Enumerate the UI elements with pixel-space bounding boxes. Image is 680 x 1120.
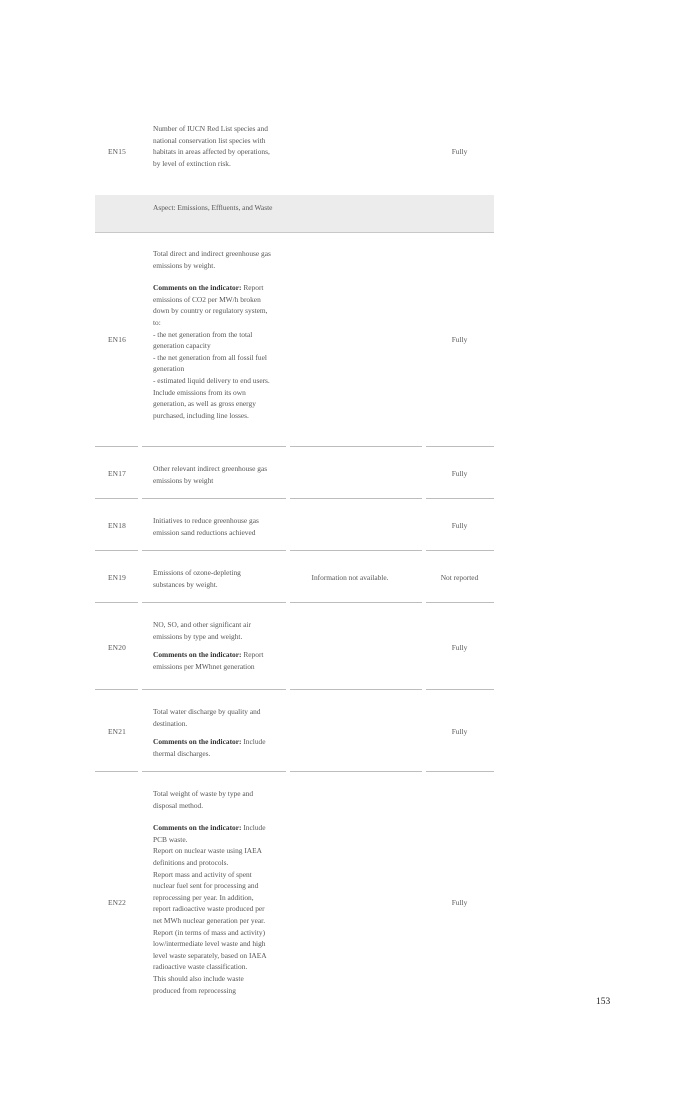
table-row-en15 <box>95 120 494 190</box>
row-description: Other relevant indirect greenhouse gas emissions by weight <box>153 464 268 485</box>
divider <box>426 550 494 551</box>
row-description: Total weight of waste by type and disposal method. Comments on the indicator: Include PCB waste. Report on nuclear waste using IAEA definitions and protocols. Report mass and activity of spent nuclear fuel sent for processing and reprocessing per year. In addition, report radioactive waste produced per net MWh nuclear generation per year. Report (in terms of mass and activity) low/intermediate level waste and high level waste separately, based on IAEA radioactive waste classification. This should also include waste produced from reprocessing <box>153 788 273 996</box>
row-comment: Comments on the indicator: Include PCB waste. Report on nuclear waste using IAEA definitions and protocols. Report mass and activity of spent nuclear fuel sent for processing and reprocessing per year. In addition, report radioactive waste produced per net MWh nuclear generation per year. Report (in terms of mass and activity) low/intermediate level waste and high level waste separately, based on IAEA radioactive waste classification. This should also include waste produced from reprocessing <box>153 823 267 995</box>
row-description: NO, SO, and other significant air emissions by type and weight. Comments on the indicator: Report emissions per MWhnet generation <box>153 619 273 672</box>
divider <box>142 689 286 690</box>
row-code: EN20 <box>107 643 127 652</box>
row-code: EN18 <box>107 521 127 530</box>
row-description: Emissions of ozone-depleting substances by weight. <box>153 568 241 589</box>
row-code: EN16 <box>107 335 127 344</box>
row-status: Fully <box>451 521 468 530</box>
row-status: Fully <box>451 147 468 156</box>
divider <box>290 602 422 603</box>
row-comment: Comments on the indicator: Report emissions per MWhnet generation <box>153 650 264 671</box>
divider <box>426 446 494 447</box>
divider <box>142 498 286 499</box>
row-status: Fully <box>451 643 468 652</box>
row-description: Total water discharge by quality and destination. Comments on the indicator: Include thermal discharges. <box>153 706 273 759</box>
divider <box>426 689 494 690</box>
row-code: EN21 <box>107 727 127 736</box>
row-description: Initiatives to reduce greenhouse gas emission sand reductions achieved <box>153 516 259 537</box>
divider <box>290 550 422 551</box>
row-description: Total direct and indirect greenhouse gas emissions by weight. Comments on the indicator: Report emissions of CO2 per MW/h broken down by country or regulatory system, to: - the net generation from the total generation capacity - the net generation from all fossil fuel generation - estimated liquid delivery to end users. Include emissions from its own generation, as well as gross energy purchased, including line losses. <box>153 248 273 421</box>
row-status: Fully <box>451 898 468 907</box>
divider <box>142 602 286 603</box>
table-row-en22 <box>95 785 494 1010</box>
table-row-en20 <box>95 616 494 680</box>
row-code: EN22 <box>107 898 127 907</box>
row-info: Information not available. <box>311 573 389 582</box>
divider <box>95 602 138 603</box>
divider <box>95 689 138 690</box>
table-row-en17 <box>95 460 494 492</box>
divider <box>95 446 138 447</box>
divider <box>95 498 138 499</box>
row-status: Fully <box>451 727 468 736</box>
table-row-en21 <box>95 703 494 765</box>
divider <box>290 498 422 499</box>
table-row-en19 <box>95 564 494 596</box>
row-status: Fully <box>451 469 468 478</box>
divider <box>142 771 286 772</box>
divider <box>142 446 286 447</box>
divider <box>142 550 286 551</box>
row-comment: Comments on the indicator: Include thermal discharges. <box>153 737 266 758</box>
row-code: EN17 <box>107 469 127 478</box>
row-code: EN15 <box>107 147 127 156</box>
divider <box>426 498 494 499</box>
row-status: Fully <box>451 335 468 344</box>
page-number: 153 <box>596 997 611 1007</box>
row-status: Not reported <box>440 573 479 582</box>
row-description: Number of IUCN Red List species and national conservation list species with habitats in areas affected by operations, by level of extinction risk. <box>153 124 270 168</box>
aspect-label: Aspect: Emissions, Effluents, and Waste <box>153 203 273 212</box>
divider <box>290 771 422 772</box>
divider <box>95 771 138 772</box>
divider <box>426 602 494 603</box>
aspect-band <box>95 195 494 233</box>
divider <box>290 446 422 447</box>
divider <box>426 771 494 772</box>
row-comment: Comments on the indicator: Report emissions of CO2 per MW/h broken down by country or regulatory system, to: - the net generation from the total generation capacity - the net generation from all fossil fuel generation - estimated liquid delivery to end users. Include emissions from its own generation, as well as gross energy purchased, including line losses. <box>153 283 270 420</box>
table-row-en16 <box>95 245 494 445</box>
divider <box>95 550 138 551</box>
divider <box>290 689 422 690</box>
table-row-en18 <box>95 512 494 544</box>
row-code: EN19 <box>107 573 127 582</box>
